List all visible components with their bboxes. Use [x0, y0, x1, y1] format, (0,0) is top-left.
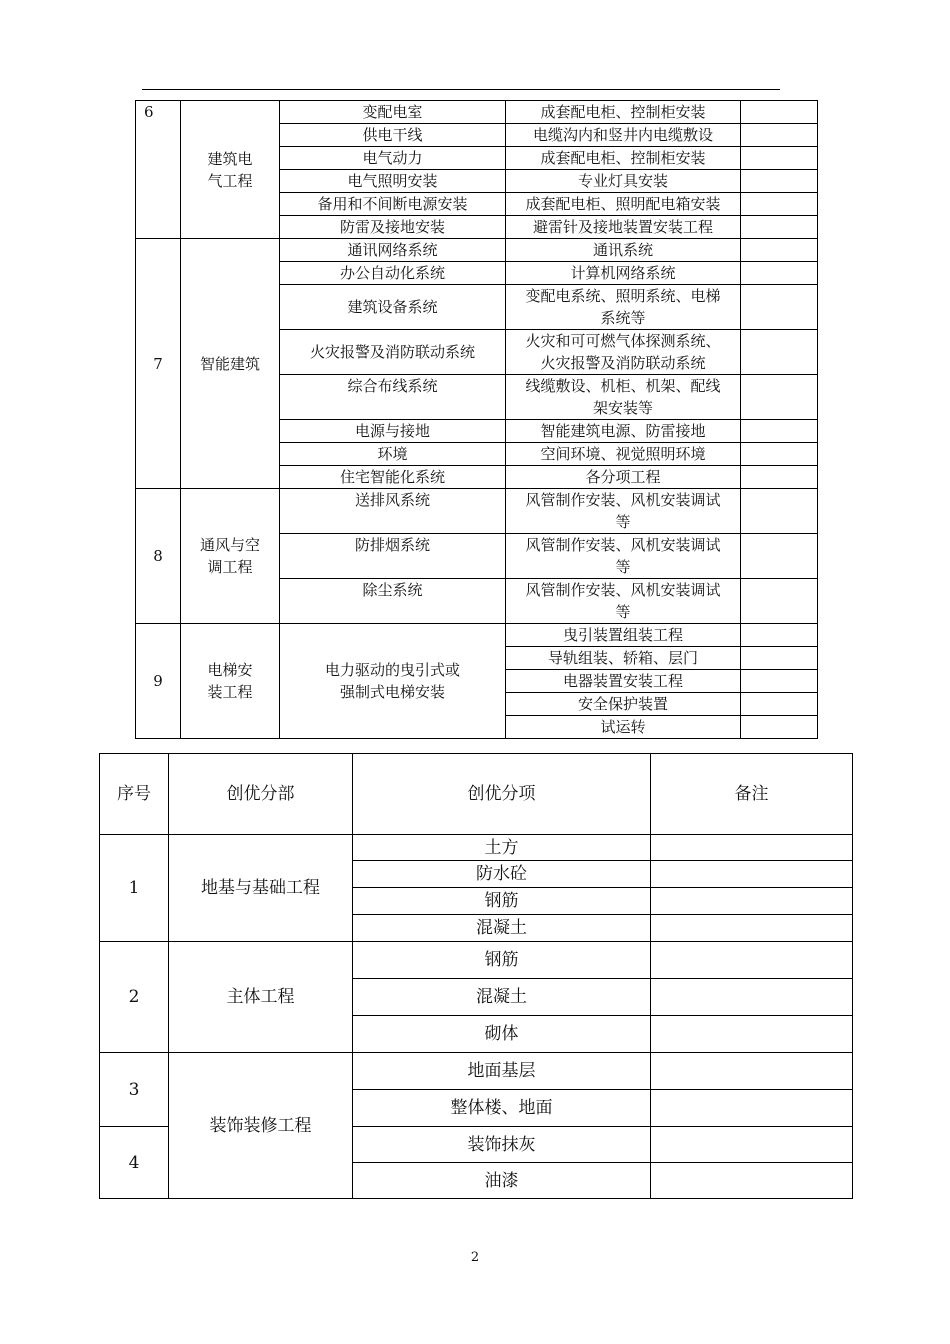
content-cell: 安全保护装置	[506, 693, 741, 716]
item-cell: 办公自动化系统	[280, 262, 506, 285]
remark-cell	[651, 835, 853, 861]
remark-cell	[741, 716, 818, 739]
table-row	[100, 1053, 853, 1090]
content-cell: 智能建筑电源、防雷接地	[506, 420, 741, 443]
item-cell: 通讯网络系统	[280, 239, 506, 262]
content-cell: 电缆沟内和竖井内电缆敷设	[506, 124, 741, 147]
item-cell: 电气动力	[280, 147, 506, 170]
item-cell: 钢筋	[353, 888, 651, 915]
header-cell: 序号	[100, 754, 169, 835]
remark-cell	[741, 466, 818, 489]
group-department: 通风与空 调工程	[181, 489, 280, 624]
item-cell: 备用和不间断电源安装	[280, 193, 506, 216]
group-department: 地基与基础工程	[169, 835, 353, 942]
group-number: 9	[136, 624, 181, 739]
item-cell: 火灾报警及消防联动系统	[280, 330, 506, 375]
remark-cell	[651, 861, 853, 888]
item-cell: 防排烟系统	[280, 534, 506, 579]
content-cell: 风管制作安装、风机安装调试 等	[506, 534, 741, 579]
remark-cell	[741, 420, 818, 443]
remark-cell	[741, 101, 818, 124]
item-cell: 钢筋	[353, 942, 651, 979]
content-cell: 火灾和可可燃气体探测系统、 火灾报警及消防联动系统	[506, 330, 741, 375]
item-cell: 供电干线	[280, 124, 506, 147]
item-cell: 送排风系统	[280, 489, 506, 534]
remark-cell	[651, 942, 853, 979]
item-cell: 变配电室	[280, 101, 506, 124]
item-cell: 除尘系统	[280, 579, 506, 624]
item-cell: 油漆	[353, 1163, 651, 1199]
item-cell: 整体楼、地面	[353, 1090, 651, 1127]
remark-cell	[741, 124, 818, 147]
item-cell: 综合布线系统	[280, 375, 506, 420]
group-number: 7	[136, 239, 181, 489]
remark-cell	[741, 624, 818, 647]
acceptance-table-continued	[135, 100, 818, 739]
remark-cell	[741, 285, 818, 330]
remark-cell	[741, 239, 818, 262]
content-cell: 空间环境、视觉照明环境	[506, 443, 741, 466]
remark-cell	[651, 1127, 853, 1163]
content-cell: 风管制作安装、风机安装调试 等	[506, 579, 741, 624]
table-row	[136, 489, 818, 534]
remark-cell	[651, 1090, 853, 1127]
table-row	[136, 239, 818, 262]
item-cell: 砌体	[353, 1016, 651, 1053]
item-cell: 土方	[353, 835, 651, 861]
item-cell: 地面基层	[353, 1053, 651, 1090]
group-department: 主体工程	[169, 942, 353, 1053]
group-number: 1	[100, 835, 169, 942]
group-department: 智能建筑	[181, 239, 280, 489]
header-row	[100, 754, 853, 835]
item-cell: 电力驱动的曳引式或 强制式电梯安装	[280, 624, 506, 739]
content-cell: 电器装置安装工程	[506, 670, 741, 693]
content-cell: 线缆敷设、机柜、机架、配线 架安装等	[506, 375, 741, 420]
table-row	[136, 624, 818, 647]
remark-cell	[741, 262, 818, 285]
content-cell: 风管制作安装、风机安装调试 等	[506, 489, 741, 534]
group-number: 4	[100, 1127, 169, 1199]
header-cell: 创优分部	[169, 754, 353, 835]
content-cell: 导轨组装、轿箱、层门	[506, 647, 741, 670]
content-cell: 通讯系统	[506, 239, 741, 262]
excellence-table	[99, 753, 853, 1199]
remark-cell	[741, 693, 818, 716]
item-cell: 电气照明安装	[280, 170, 506, 193]
item-cell: 防水砼	[353, 861, 651, 888]
item-cell: 混凝土	[353, 915, 651, 942]
remark-cell	[651, 915, 853, 942]
remark-cell	[741, 193, 818, 216]
page-number: 2	[470, 1250, 480, 1265]
content-cell: 成套配电柜、控制柜安装	[506, 101, 741, 124]
remark-cell	[741, 489, 818, 534]
content-cell: 计算机网络系统	[506, 262, 741, 285]
item-cell: 环境	[280, 443, 506, 466]
item-cell: 建筑设备系统	[280, 285, 506, 330]
table-row	[100, 835, 853, 861]
content-cell: 曳引装置组装工程	[506, 624, 741, 647]
header-cell: 备注	[651, 754, 853, 835]
remark-cell	[741, 170, 818, 193]
remark-cell	[741, 534, 818, 579]
remark-cell	[741, 579, 818, 624]
group-number: 6	[136, 101, 181, 239]
content-cell: 变配电系统、照明系统、电梯 系统等	[506, 285, 741, 330]
group-number: 3	[100, 1053, 169, 1127]
header-cell: 创优分项	[353, 754, 651, 835]
content-cell: 各分项工程	[506, 466, 741, 489]
group-department: 建筑电 气工程	[181, 101, 280, 239]
table-row	[100, 942, 853, 979]
group-number: 2	[100, 942, 169, 1053]
content-cell: 成套配电柜、照明配电箱安装	[506, 193, 741, 216]
item-cell: 混凝土	[353, 979, 651, 1016]
remark-cell	[651, 1016, 853, 1053]
group-number: 8	[136, 489, 181, 624]
remark-cell	[741, 216, 818, 239]
remark-cell	[651, 1053, 853, 1090]
remark-cell	[651, 1163, 853, 1199]
remark-cell	[741, 443, 818, 466]
content-cell: 成套配电柜、控制柜安装	[506, 147, 741, 170]
item-cell: 电源与接地	[280, 420, 506, 443]
content-cell: 试运转	[506, 716, 741, 739]
item-cell: 住宅智能化系统	[280, 466, 506, 489]
remark-cell	[741, 147, 818, 170]
item-cell: 装饰抹灰	[353, 1127, 651, 1163]
item-cell: 防雷及接地安装	[280, 216, 506, 239]
remark-cell	[741, 375, 818, 420]
header-rule	[142, 89, 780, 90]
remark-cell	[651, 979, 853, 1016]
table-row	[136, 101, 818, 124]
group-department: 装饰装修工程	[169, 1053, 353, 1199]
remark-cell	[651, 888, 853, 915]
remark-cell	[741, 670, 818, 693]
content-cell: 专业灯具安装	[506, 170, 741, 193]
remark-cell	[741, 330, 818, 375]
remark-cell	[741, 647, 818, 670]
group-department: 电梯安 装工程	[181, 624, 280, 739]
content-cell: 避雷针及接地装置安装工程	[506, 216, 741, 239]
